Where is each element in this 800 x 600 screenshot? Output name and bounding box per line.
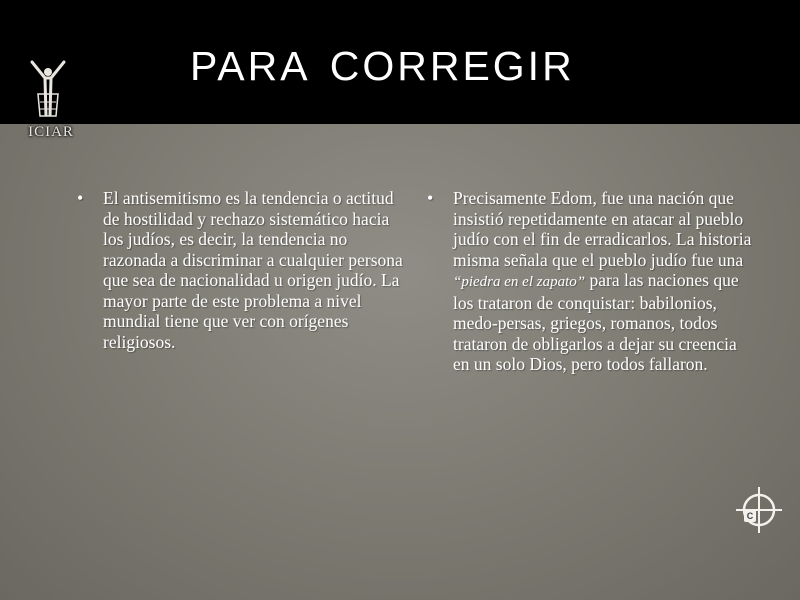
bullet-marker: • [77, 188, 84, 208]
right-paragraph-end: para las naciones que los trataron de conquistar: babilonios, medo-persas, griegos, romanos, todos trataron de obligarlos a dejar su creencia en un solo Dios, pero todos fallaron. [453, 270, 739, 374]
logo-text: ICIAR [28, 124, 74, 140]
page-title: para corregir [190, 28, 575, 93]
left-paragraph: El antisemitismo es la tendencia o actitud de hostilidad y rechazo sistemático hacia los judíos, es decir, la tendencia no razonada a discriminar a cualquier persona que sea de nacionalidad u origen judío. La mayor parte de este problema a nivel mundial tiene que ver con orígenes religiosos. [103, 188, 403, 352]
left-column [77, 188, 403, 352]
header-bar [0, 0, 800, 140]
iciar-logo [18, 58, 88, 142]
right-paragraph-start: Precisamente Edom, fue una nación que insistió repetidamente en atacar al pueblo judío con el fin de erradicarlos. La historia misma señala que el pueblo judío fue una [453, 188, 752, 270]
bullet-marker: • [427, 188, 434, 208]
right-paragraph-quote: “piedra en el zapato” [453, 274, 586, 290]
crosshair-icon [736, 487, 782, 533]
right-column [427, 188, 753, 375]
corner-badge-letter: C [744, 510, 756, 522]
